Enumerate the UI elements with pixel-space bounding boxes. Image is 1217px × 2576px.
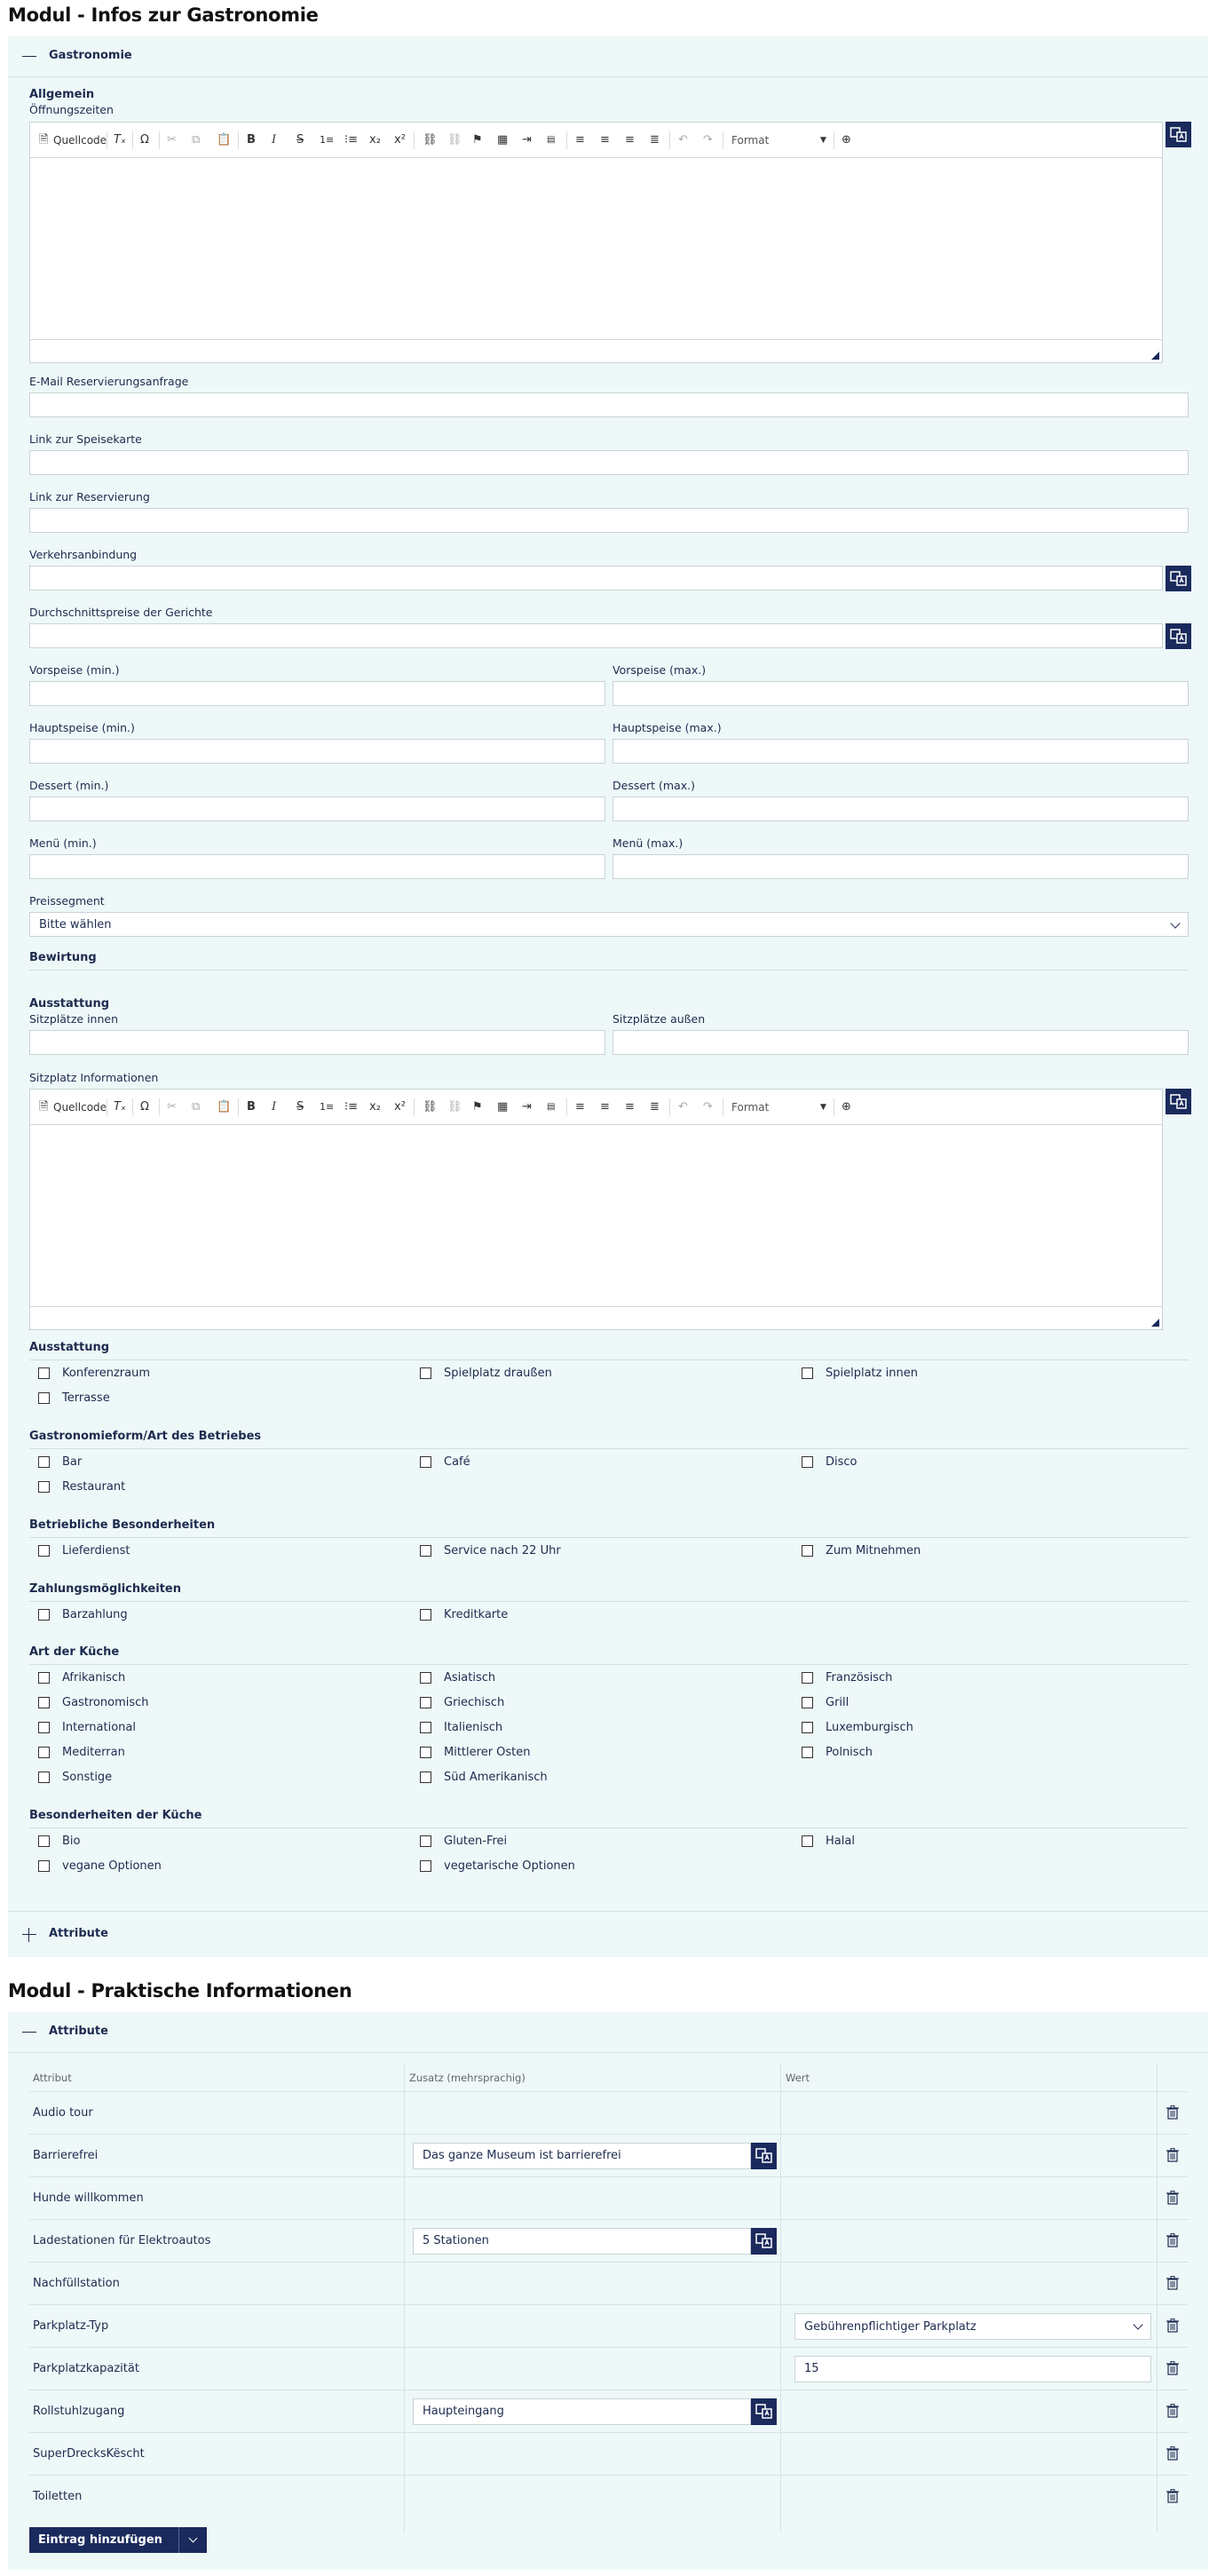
copy-icon[interactable]: ⧉ <box>192 133 201 147</box>
attribute-title: Attribute <box>49 1927 108 1940</box>
trash-icon[interactable] <box>1166 2318 1179 2333</box>
group-title-ausstattung: Ausstattung <box>29 1341 110 1354</box>
label-haupt-max: Hauptspeise (max.) <box>612 721 722 734</box>
checkbox-label: vegetarische Optionen <box>444 1859 575 1873</box>
label-vorspeise-max: Vorspeise (max.) <box>612 663 707 677</box>
expand-plus-icon[interactable] <box>22 1928 36 1942</box>
checkbox-label: Kreditkarte <box>444 1608 509 1621</box>
checkbox-label: Zum Mitnehmen <box>826 1544 921 1557</box>
cut-icon[interactable]: ✂ <box>167 1100 177 1114</box>
checkbox-label: Barzahlung <box>62 1608 128 1621</box>
trash-icon[interactable] <box>1166 2148 1179 2162</box>
module-title-praktisch: Modul - Praktische Informationen <box>8 1980 352 2001</box>
label-durchschnitt: Durchschnittspreise der Gerichte <box>29 606 213 619</box>
checkbox-kreditkarte[interactable] <box>420 1608 508 1621</box>
table-row <box>29 2177 1189 2220</box>
section-ausstattung: Ausstattung <box>29 997 110 1011</box>
section-bewirtung: Bewirtung <box>29 951 97 964</box>
panel-title: Gastronomie <box>49 49 132 62</box>
indent-icon[interactable]: ⇥ <box>522 1100 532 1114</box>
divider <box>29 1537 1189 1538</box>
trash-icon[interactable] <box>1166 2233 1179 2247</box>
translate-icon <box>1170 571 1188 587</box>
checkbox-polnisch[interactable] <box>802 1746 873 1759</box>
table-row <box>29 2135 1189 2177</box>
copy-icon[interactable]: ⧉ <box>192 1100 201 1114</box>
table-header <box>29 2064 1189 2092</box>
checkbox-restaurant[interactable] <box>38 1480 125 1494</box>
align-center-icon[interactable]: ≡ <box>600 133 610 147</box>
checkbox-label: Disco <box>826 1455 857 1469</box>
format-dropdown[interactable]: Format <box>731 134 770 147</box>
align-justify-icon[interactable]: ≣ <box>650 1100 660 1114</box>
divider <box>29 970 1189 971</box>
col-header-attribut: Attribut <box>33 2072 72 2084</box>
table-row <box>29 2305 1189 2348</box>
label-dessert-min: Dessert (min.) <box>29 779 109 792</box>
opening-hours-editor[interactable] <box>29 122 1163 363</box>
seating-info-editor[interactable] <box>29 1089 1163 1330</box>
chevron-down-icon: ▼ <box>820 1103 826 1112</box>
source-button[interactable]: Quellcode <box>53 134 107 147</box>
checkbox-mittlerer-osten[interactable] <box>420 1746 531 1759</box>
parking-capacity-input[interactable]: 15 <box>794 2356 1151 2382</box>
checkbox-gluten-frei[interactable] <box>420 1835 507 1848</box>
checkbox-barzahlung[interactable] <box>38 1608 128 1621</box>
checkbox-vegan[interactable] <box>38 1859 162 1873</box>
checkbox-service-22[interactable] <box>420 1544 561 1557</box>
table-row <box>29 2476 1189 2518</box>
translate-button[interactable] <box>1166 122 1191 147</box>
trash-icon[interactable] <box>1166 2276 1179 2290</box>
group-title-besonder: Besonderheiten der Küche <box>29 1809 202 1822</box>
checkbox-label: Luxemburgisch <box>826 1721 913 1734</box>
label-reservierung: Link zur Reservierung <box>29 490 150 503</box>
translate-button[interactable] <box>751 2398 777 2425</box>
paste-icon[interactable]: 📋 <box>217 1100 232 1114</box>
translate-button[interactable] <box>1166 623 1191 649</box>
bullet-list-icon[interactable]: ⁝≡ <box>344 1100 359 1114</box>
label-sitz-innen: Sitzplätze innen <box>29 1012 118 1026</box>
module-title-gastronomie: Modul - Infos zur Gastronomie <box>8 4 319 26</box>
redo-icon[interactable]: ↷ <box>703 133 713 147</box>
add-entry-button[interactable] <box>29 2527 207 2553</box>
translate-button[interactable] <box>751 2143 777 2169</box>
label-menu-max: Menü (max.) <box>612 836 684 850</box>
checkbox-konferenzraum[interactable] <box>38 1367 150 1380</box>
align-center-icon[interactable]: ≡ <box>600 1100 610 1114</box>
checkbox-label: Bio <box>62 1835 81 1848</box>
link-icon[interactable]: ⛓ <box>423 133 438 147</box>
strikethrough-icon[interactable]: S <box>296 1100 304 1114</box>
translate-icon <box>1170 127 1188 143</box>
align-right-icon[interactable]: ≡ <box>625 1100 635 1114</box>
label-menu-min: Menü (min.) <box>29 836 97 850</box>
table-icon[interactable]: ▦ <box>497 1100 509 1114</box>
dessert-max-input[interactable] <box>612 797 1189 821</box>
translate-icon <box>1170 1094 1188 1110</box>
dessert-min-input[interactable] <box>29 797 605 821</box>
main-min-input[interactable] <box>29 739 605 764</box>
label-vorspeise-min: Vorspeise (min.) <box>29 663 120 677</box>
price-segment-value: Bitte wählen <box>39 917 112 931</box>
clear-format-icon[interactable]: Tₓ <box>114 133 126 147</box>
checkbox-label: Café <box>444 1455 470 1469</box>
checkbox-label: Italienisch <box>444 1721 503 1734</box>
checkbox-asiatisch[interactable] <box>420 1671 495 1684</box>
checkbox-spielplatz-draussen[interactable] <box>420 1367 552 1380</box>
checkbox-label: Afrikanisch <box>62 1671 126 1684</box>
starter-max-input[interactable] <box>612 681 1189 706</box>
checkbox-franzoesisch[interactable] <box>802 1671 892 1684</box>
zusatz-input[interactable]: Haupteingang <box>413 2398 751 2425</box>
checkbox-bar[interactable] <box>38 1455 82 1469</box>
divider <box>29 1359 1189 1360</box>
chevron-down-icon <box>1133 2319 1142 2329</box>
checkbox-griechisch[interactable] <box>420 1696 504 1709</box>
checkbox-label: Polnisch <box>826 1746 873 1759</box>
bullet-list-icon[interactable]: ⁝≡ <box>344 133 359 147</box>
translate-icon <box>755 2233 773 2249</box>
checkbox-halal[interactable] <box>802 1835 855 1848</box>
translate-icon <box>755 2404 773 2420</box>
align-left-icon[interactable]: ≡ <box>575 1100 585 1114</box>
anchor-flag-icon[interactable]: ⚑ <box>472 133 483 147</box>
anchor-flag-icon[interactable]: ⚑ <box>472 1100 483 1114</box>
email-reservation-input[interactable] <box>29 392 1189 417</box>
source-button[interactable]: Quellcode <box>53 1101 107 1114</box>
translate-button[interactable] <box>751 2228 777 2255</box>
undo-icon[interactable]: ↶ <box>678 1100 688 1114</box>
checkbox-label: Asiatisch <box>444 1671 496 1684</box>
checkbox-afrikanisch[interactable] <box>38 1671 125 1684</box>
price-segment-select[interactable] <box>29 912 1189 937</box>
starter-min-input[interactable] <box>29 681 605 706</box>
table-row <box>29 2263 1189 2305</box>
trash-icon[interactable] <box>1166 2446 1179 2461</box>
checkbox-label: Spielplatz draußen <box>444 1367 552 1380</box>
translate-icon <box>755 2148 773 2164</box>
table-icon[interactable]: ▦ <box>497 133 509 147</box>
chevron-down-icon <box>1170 918 1180 928</box>
checkbox-label: Halal <box>826 1835 855 1848</box>
chevron-down-icon[interactable] <box>179 2539 207 2541</box>
checkbox-vegetarisch[interactable] <box>420 1859 575 1873</box>
col-header-wert: Wert <box>786 2072 810 2084</box>
attribute-collapsed-header[interactable] <box>8 1911 1208 1957</box>
checkbox-label: Grill <box>826 1696 850 1709</box>
attribute-panel <box>8 2012 1208 2570</box>
label-verkehr: Verkehrsanbindung <box>29 548 138 561</box>
numbered-list-icon[interactable]: 1≡ <box>320 1101 335 1113</box>
checkbox-label: vegane Optionen <box>62 1859 162 1873</box>
resize-handle-icon[interactable] <box>1151 1319 1159 1327</box>
menu-link-input[interactable] <box>29 450 1189 475</box>
label-oeffnungszeiten: Öffnungszeiten <box>29 103 114 116</box>
group-title-zahlung: Zahlungsmöglichkeiten <box>29 1582 181 1596</box>
attr-name: Nachfüllstation <box>33 2277 120 2290</box>
superscript-icon[interactable]: x² <box>394 1100 406 1114</box>
seats-outside-input[interactable] <box>612 1030 1189 1055</box>
group-title-betrieb: Betriebliche Besonderheiten <box>29 1518 216 1532</box>
editor-toolbar <box>30 1090 1162 1125</box>
trash-icon[interactable] <box>1166 2105 1179 2120</box>
checkbox-label: International <box>62 1721 136 1734</box>
attr-name: Parkplatz-Typ <box>33 2319 109 2333</box>
checkbox-label: Mittlerer Osten <box>444 1746 531 1759</box>
divider <box>29 1448 1189 1449</box>
clear-format-icon[interactable]: Tₓ <box>114 1100 126 1114</box>
template-icon[interactable]: ▤ <box>547 135 556 145</box>
checkbox-international[interactable] <box>38 1721 136 1734</box>
checkbox-label: Sonstige <box>62 1771 113 1784</box>
table-row <box>29 2348 1189 2390</box>
trash-icon[interactable] <box>1166 2191 1179 2205</box>
checkbox-label: Service nach 22 Uhr <box>444 1544 561 1557</box>
checkbox-label: Bar <box>62 1455 83 1469</box>
undo-icon[interactable]: ↶ <box>678 133 688 147</box>
italic-icon[interactable]: I <box>272 133 277 147</box>
editor-statusbar <box>30 339 1162 362</box>
superscript-icon[interactable]: x² <box>394 133 406 147</box>
label-preissegment: Preissegment <box>29 894 105 908</box>
table-row <box>29 2092 1189 2135</box>
panel-title: Attribute <box>49 2025 108 2038</box>
strikethrough-icon[interactable]: S <box>296 133 304 147</box>
checkbox-terrasse[interactable] <box>38 1391 110 1405</box>
numbered-list-icon[interactable]: 1≡ <box>320 134 335 146</box>
format-dropdown[interactable]: Format <box>731 1101 770 1114</box>
editor-toolbar <box>30 123 1162 158</box>
globe-icon[interactable]: ⊕ <box>842 1100 851 1114</box>
checkbox-label: Süd Amerikanisch <box>444 1771 548 1784</box>
trash-icon[interactable] <box>1166 2404 1179 2418</box>
checkbox-label: Mediterran <box>62 1746 125 1759</box>
checkbox-label: Restaurant <box>62 1480 126 1494</box>
source-icon[interactable]: 🗎 <box>39 1100 49 1114</box>
checkbox-mediterran[interactable] <box>38 1746 125 1759</box>
align-right-icon[interactable]: ≡ <box>625 133 635 147</box>
zusatz-input[interactable]: Das ganze Museum ist barrierefrei <box>413 2143 751 2169</box>
chevron-down-icon: ▼ <box>820 136 826 145</box>
group-title-kueche: Art der Küche <box>29 1645 120 1659</box>
attr-name: SuperDrecksKëscht <box>33 2447 145 2461</box>
trash-icon[interactable] <box>1166 2361 1179 2375</box>
checkbox-label: Terrasse <box>62 1391 110 1405</box>
attr-name: Ladestationen für Elektroautos <box>33 2234 211 2247</box>
attr-name: Toiletten <box>33 2490 83 2503</box>
indent-icon[interactable]: ⇥ <box>522 133 532 147</box>
checkbox-label: Griechisch <box>444 1696 505 1709</box>
attr-name: Rollstuhlzugang <box>33 2405 125 2418</box>
transport-input[interactable] <box>29 566 1163 590</box>
divider <box>29 1827 1189 1828</box>
checkbox-label: Spielplatz innen <box>826 1367 918 1380</box>
checkbox-label: Französisch <box>826 1671 893 1684</box>
checkbox-disco[interactable] <box>802 1455 857 1469</box>
col-header-zusatz: Zusatz (mehrsprachig) <box>409 2072 526 2084</box>
menu-min-input[interactable] <box>29 854 605 879</box>
italic-icon[interactable]: I <box>272 1100 277 1114</box>
checkbox-label: Gluten-Frei <box>444 1835 508 1848</box>
translate-icon <box>1170 629 1188 645</box>
link-icon[interactable]: ⛓ <box>423 1100 438 1114</box>
divider <box>29 1601 1189 1602</box>
checkbox-grill[interactable] <box>802 1696 849 1709</box>
reservation-link-input[interactable] <box>29 508 1189 533</box>
checkbox-lieferdienst[interactable] <box>38 1544 130 1557</box>
collapse-icon[interactable] <box>22 56 36 57</box>
attr-name: Barrierefrei <box>33 2149 99 2162</box>
attr-name: Hunde willkommen <box>33 2192 144 2205</box>
resize-handle-icon[interactable] <box>1151 352 1159 360</box>
subscript-icon[interactable]: x₂ <box>369 1100 381 1114</box>
checkbox-cafe[interactable] <box>420 1455 470 1469</box>
unlink-icon[interactable]: ⛓ <box>447 133 462 147</box>
checkbox-italienisch[interactable] <box>420 1721 502 1734</box>
checkbox-spielplatz-innen[interactable] <box>802 1367 918 1380</box>
paste-icon[interactable]: 📋 <box>217 133 232 147</box>
attribute-panel-header[interactable] <box>8 2012 1208 2053</box>
parking-type-select[interactable] <box>794 2313 1151 2340</box>
checkbox-label: Lieferdienst <box>62 1544 130 1557</box>
trash-icon[interactable] <box>1166 2489 1179 2503</box>
globe-icon[interactable]: ⊕ <box>842 133 851 147</box>
attr-name: Parkplatzkapazität <box>33 2362 139 2375</box>
attr-name: Audio tour <box>33 2106 93 2120</box>
label-sitz-info: Sitzplatz Informationen <box>29 1071 159 1084</box>
checkbox-label: Gastronomisch <box>62 1696 149 1709</box>
table-row <box>29 2390 1189 2433</box>
average-price-input[interactable] <box>29 623 1163 648</box>
bold-icon[interactable]: B <box>247 1100 256 1114</box>
collapse-icon[interactable] <box>22 2032 36 2033</box>
gastronomie-panel-header[interactable] <box>8 36 1208 77</box>
menu-max-input[interactable] <box>612 854 1189 879</box>
subscript-icon[interactable]: x₂ <box>369 133 381 147</box>
cut-icon[interactable]: ✂ <box>167 133 177 147</box>
main-max-input[interactable] <box>612 739 1189 764</box>
checkbox-sonstige[interactable] <box>38 1771 112 1784</box>
align-left-icon[interactable]: ≡ <box>575 133 585 147</box>
checkbox-bio[interactable] <box>38 1835 80 1848</box>
align-justify-icon[interactable]: ≣ <box>650 133 660 147</box>
table-row <box>29 2220 1189 2263</box>
group-title-gastroform: Gastronomieform/Art des Betriebes <box>29 1430 262 1443</box>
label-speisekarte: Link zur Speisekarte <box>29 432 142 446</box>
parking-type-value: Gebührenpflichtiger Parkplatz <box>804 2319 976 2334</box>
special-char-icon[interactable]: Ω <box>140 1100 149 1114</box>
attribute-table <box>29 2064 1189 2532</box>
checkbox-sued-amerikanisch[interactable] <box>420 1771 548 1784</box>
label-sitz-aussen: Sitzplätze außen <box>612 1012 706 1026</box>
template-icon[interactable]: ▤ <box>547 1102 556 1112</box>
unlink-icon[interactable]: ⛓ <box>447 1100 462 1114</box>
editor-statusbar <box>30 1306 1162 1329</box>
label-dessert-max: Dessert (max.) <box>612 779 696 792</box>
zusatz-input[interactable]: 5 Stationen <box>413 2228 751 2255</box>
checkbox-luxemburgisch[interactable] <box>802 1721 913 1734</box>
add-entry-label: Eintrag hinzufügen <box>38 2533 162 2547</box>
label-email: E-Mail Reservierungsanfrage <box>29 375 189 388</box>
table-row <box>29 2433 1189 2476</box>
translate-button[interactable] <box>1166 1089 1191 1114</box>
special-char-icon[interactable]: Ω <box>140 133 149 147</box>
seats-inside-input[interactable] <box>29 1030 605 1055</box>
source-icon[interactable]: 🗎 <box>39 133 49 147</box>
divider <box>29 1664 1189 1665</box>
gastronomie-panel <box>8 36 1208 1957</box>
redo-icon[interactable]: ↷ <box>703 1100 713 1114</box>
translate-button[interactable] <box>1166 566 1191 591</box>
checkbox-mitnehmen[interactable] <box>802 1544 921 1557</box>
bold-icon[interactable]: B <box>247 133 256 147</box>
label-haupt-min: Hauptspeise (min.) <box>29 721 135 734</box>
checkbox-label: Konferenzraum <box>62 1367 150 1380</box>
checkbox-gastronomisch[interactable] <box>38 1696 149 1709</box>
section-allgemein: Allgemein <box>29 88 95 101</box>
